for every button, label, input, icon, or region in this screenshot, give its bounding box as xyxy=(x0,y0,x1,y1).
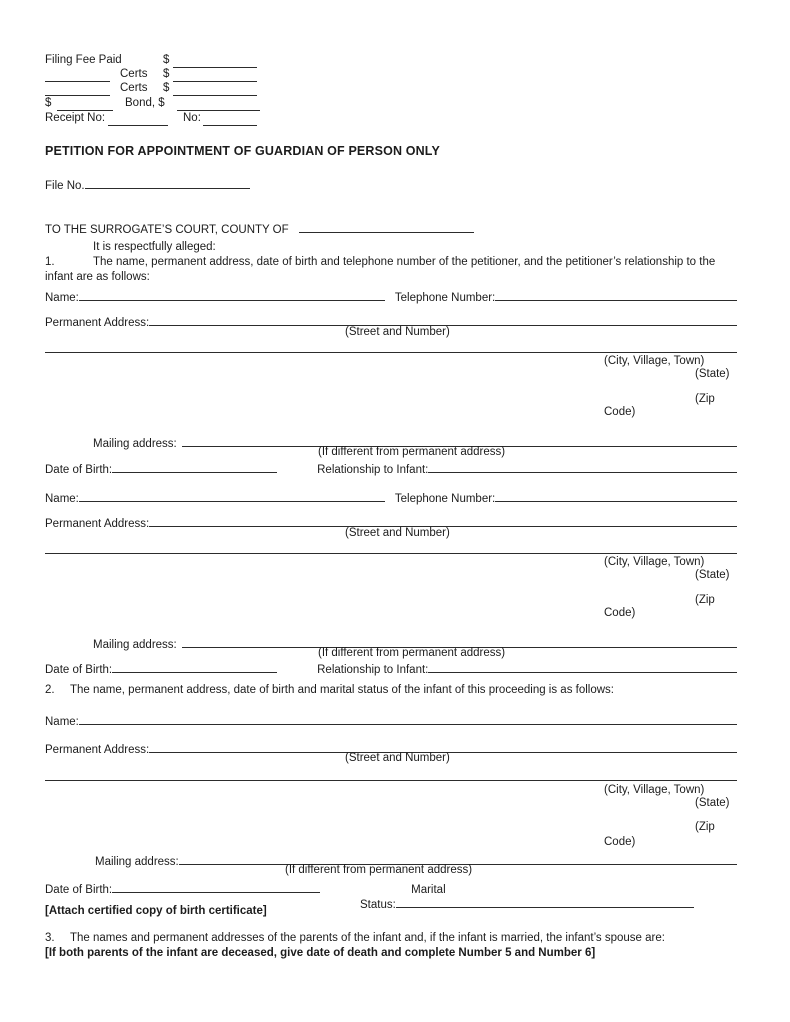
dollar-sign: $ xyxy=(45,97,52,109)
date-of-birth-label: Date of Birth: xyxy=(45,884,113,896)
section-3-paragraph xyxy=(45,931,757,961)
section-2-text: The name, permanent address, date of birth and marital status of the infant of this proceeding is as follows: xyxy=(70,684,614,696)
bond-label: Bond, $ xyxy=(125,97,165,109)
certs-count-line-2[interactable] xyxy=(45,95,110,96)
infant-mailing-line[interactable] xyxy=(179,850,737,865)
certs-amount-line-1[interactable] xyxy=(173,81,257,82)
court-heading-row xyxy=(45,218,737,236)
certs-label-1: Certs xyxy=(120,68,148,80)
certs-label-2: Certs xyxy=(120,82,148,94)
mailing-address-label: Mailing address: xyxy=(93,438,177,450)
street-and-number-caption: (Street and Number) xyxy=(345,752,450,764)
petitioner2-mailing-line[interactable] xyxy=(182,633,737,648)
permanent-address-label: Permanent Address: xyxy=(45,744,150,756)
date-of-birth-label: Date of Birth: xyxy=(45,664,113,676)
petitioner1-street-line[interactable] xyxy=(149,311,737,326)
certs-amount-line-2[interactable] xyxy=(173,95,257,96)
permanent-address-label: Permanent Address: xyxy=(45,518,150,530)
name-label: Name: xyxy=(45,292,79,304)
city-village-town-caption: (City, Village, Town) xyxy=(604,784,705,796)
if-different-caption: (If different from permanent address) xyxy=(318,446,506,458)
petitioner2-relationship-line[interactable] xyxy=(428,658,737,673)
no-label: No: xyxy=(183,112,201,124)
telephone-number-label: Telephone Number: xyxy=(394,292,496,304)
city-village-town-caption: (City, Village, Town) xyxy=(604,556,705,568)
city-village-town-caption: (City, Village, Town) xyxy=(604,355,705,367)
filing-fee-paid-label: Filing Fee Paid xyxy=(45,54,122,66)
if-different-caption: (If different from permanent address) xyxy=(318,647,506,659)
petitioner2-street-line[interactable] xyxy=(149,512,737,527)
infant-name-line[interactable] xyxy=(79,710,737,725)
file-no-line[interactable] xyxy=(85,174,250,189)
bond-count-line[interactable] xyxy=(57,110,113,111)
telephone-number-label: Telephone Number: xyxy=(394,493,496,505)
state-caption: (State) xyxy=(695,368,730,380)
infant-name-row xyxy=(45,710,737,728)
dollar-sign: $ xyxy=(163,82,170,94)
relationship-to-infant-label: Relationship to Infant: xyxy=(317,664,429,676)
petitioner1-name-row xyxy=(45,286,737,304)
street-and-number-caption: (Street and Number) xyxy=(345,326,450,338)
code-caption: Code) xyxy=(604,836,636,848)
petitioner1-telephone-line[interactable] xyxy=(495,286,737,301)
form-title: PETITION FOR APPOINTMENT OF GUARDIAN OF PERSON ONLY xyxy=(45,144,440,158)
zip-caption: (Zip xyxy=(695,594,715,606)
status-label: Status: xyxy=(360,899,396,911)
petitioner1-city-line[interactable] xyxy=(45,352,737,353)
petitioner1-name-line[interactable] xyxy=(79,286,385,301)
petitioner1-dob-row xyxy=(45,458,737,476)
petitioner1-dob-line[interactable] xyxy=(112,458,277,473)
dollar-sign: $ xyxy=(163,68,170,80)
section-1-paragraph xyxy=(45,255,757,285)
certs-count-line-1[interactable] xyxy=(45,81,110,82)
date-of-birth-label: Date of Birth: xyxy=(45,464,113,476)
bond-amount-line[interactable] xyxy=(177,110,260,111)
file-no-label: File No. xyxy=(45,180,85,192)
section-1-number: 1. xyxy=(45,256,55,268)
name-label: Name: xyxy=(45,493,79,505)
petitioner1-mailing-line[interactable] xyxy=(182,432,737,447)
infant-street-line[interactable] xyxy=(149,738,737,753)
code-caption: Code) xyxy=(604,406,636,418)
no-line[interactable] xyxy=(203,125,257,126)
relationship-to-infant-label: Relationship to Infant: xyxy=(317,464,429,476)
petitioner2-name-line[interactable] xyxy=(79,487,385,502)
permanent-address-label: Permanent Address: xyxy=(45,317,150,329)
state-caption: (State) xyxy=(695,569,730,581)
section-3-text: The names and permanent addresses of the parents of the infant and, if the infant is married, the infant’s spouse are: xyxy=(70,932,665,944)
petitioner2-dob-row xyxy=(45,658,737,676)
infant-marital-status-row xyxy=(360,893,700,911)
petitioner2-city-line[interactable] xyxy=(45,553,737,554)
petitioner1-relationship-line[interactable] xyxy=(428,458,737,473)
section-2-number: 2. xyxy=(45,684,55,696)
street-and-number-caption: (Street and Number) xyxy=(345,527,450,539)
infant-marital-status-line[interactable] xyxy=(396,893,694,908)
fee-block xyxy=(45,54,265,130)
petitioner2-telephone-line[interactable] xyxy=(495,487,737,502)
section-3-bold-instruction: [If both parents of the infant are deceased, give date of death and complete Number 5 and Number 6] xyxy=(45,947,596,959)
section-1-text-line1: The name, permanent address, date of birth and telephone number of the petitioner, and the petitioner’s relationship to the xyxy=(93,256,716,268)
petitioner2-name-row xyxy=(45,487,737,505)
court-heading-label: TO THE SURROGATE’S COURT, COUNTY OF xyxy=(45,224,289,236)
name-label: Name: xyxy=(45,716,79,728)
petitioner2-dob-line[interactable] xyxy=(112,658,277,673)
mailing-address-label: Mailing address: xyxy=(93,639,177,651)
dollar-sign: $ xyxy=(163,54,170,66)
marital-label: Marital xyxy=(411,884,446,896)
receipt-no-line[interactable] xyxy=(108,125,168,126)
zip-caption: (Zip xyxy=(695,393,715,405)
receipt-no-label: Receipt No: xyxy=(45,112,106,124)
state-caption: (State) xyxy=(695,797,730,809)
mailing-address-label: Mailing address: xyxy=(95,856,179,868)
file-no-row xyxy=(45,174,737,192)
section-2-paragraph xyxy=(45,683,757,698)
section-1-text-line2: infant are as follows: xyxy=(45,271,150,283)
county-line[interactable] xyxy=(299,218,474,233)
infant-dob-line[interactable] xyxy=(112,878,320,893)
alleged-line: It is respectfully alleged: xyxy=(93,241,216,253)
section-3-number: 3. xyxy=(45,932,55,944)
filing-fee-amount-line[interactable] xyxy=(173,67,257,68)
attach-birth-certificate-note: [Attach certified copy of birth certificate] xyxy=(45,905,267,917)
infant-city-line[interactable] xyxy=(45,780,737,781)
zip-caption: (Zip xyxy=(695,821,715,833)
if-different-caption: (If different from permanent address) xyxy=(285,864,473,876)
code-caption: Code) xyxy=(604,607,636,619)
